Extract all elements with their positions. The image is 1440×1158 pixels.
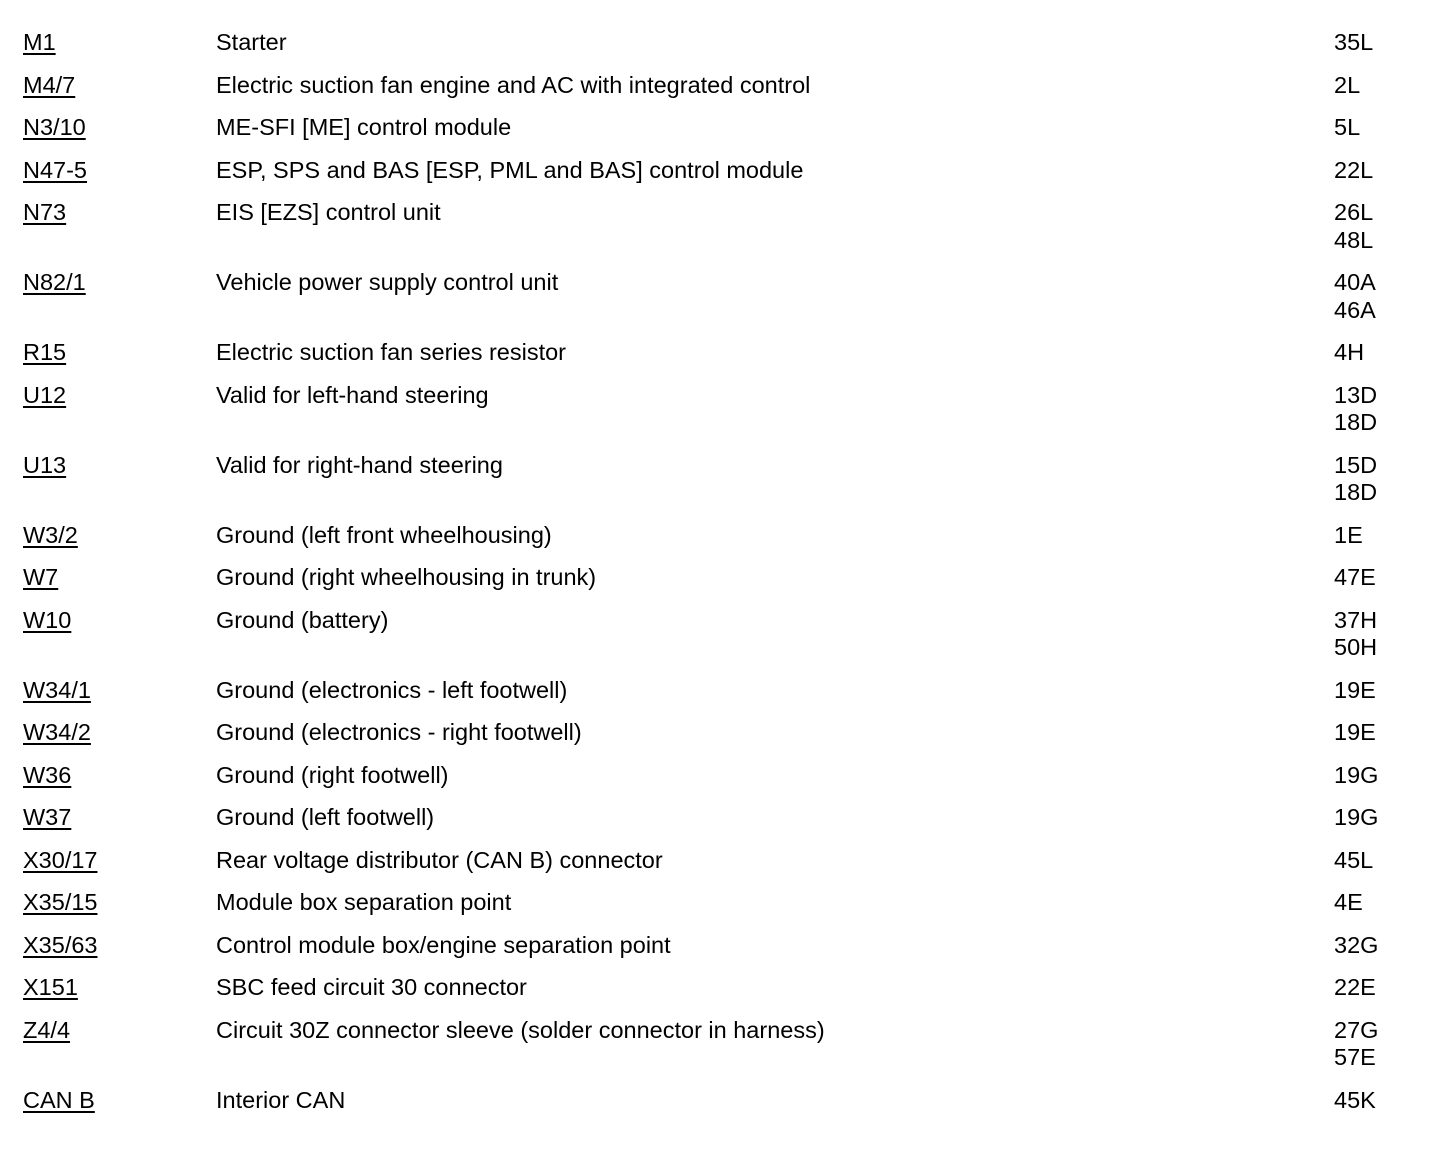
component-description: SBC feed circuit 30 connector	[216, 974, 527, 1000]
component-code-link[interactable]: W36	[23, 761, 72, 788]
grid-reference: 57E	[1334, 1044, 1376, 1070]
grid-reference-list	[1334, 804, 1414, 832]
grid-reference: 18D	[1334, 479, 1378, 505]
component-description: Ground (electronics - right footwell)	[216, 719, 582, 745]
grid-reference: 1E	[1334, 521, 1363, 548]
grid-reference: 18D	[1334, 409, 1378, 435]
component-code-link[interactable]: Z4/4	[23, 1016, 71, 1043]
component-description: ESP, SPS and BAS [ESP, PML and BAS] control module	[216, 156, 804, 183]
component-description: Ground (left footwell)	[216, 804, 435, 830]
grid-reference: 22L	[1334, 156, 1374, 183]
legend-row	[23, 803, 1423, 846]
component-code-link[interactable]: N47-5	[23, 156, 88, 183]
grid-reference: 50H	[1334, 634, 1378, 660]
grid-reference: 4E	[1334, 889, 1363, 915]
component-code-link[interactable]: W34/2	[23, 719, 91, 745]
component-description: Interior CAN	[216, 1086, 346, 1113]
legend-row	[23, 888, 1423, 931]
component-code-link[interactable]: N73	[23, 199, 67, 225]
component-description: Control module box/engine separation point	[216, 931, 671, 958]
component-description: Electric suction fan engine and AC with integrated control	[216, 71, 811, 98]
component-code-link[interactable]: W3/2	[23, 521, 78, 548]
grid-reference-list	[1334, 889, 1414, 917]
grid-reference: 2L	[1334, 71, 1361, 98]
component-description: Ground (left front wheelhousing)	[216, 521, 552, 548]
component-code-link[interactable]: X30/17	[23, 846, 98, 873]
component-description: Valid for left-hand steering	[216, 381, 489, 408]
grid-reference-list	[1334, 974, 1414, 1002]
component-description: Ground (right footwell)	[216, 761, 449, 788]
legend-row	[23, 931, 1423, 974]
legend-row	[23, 973, 1423, 1016]
legend-row	[23, 761, 1423, 804]
grid-reference-list	[1334, 607, 1414, 662]
component-description: EIS [EZS] control unit	[216, 199, 441, 225]
legend-row	[23, 156, 1423, 199]
component-code-link[interactable]: X35/63	[23, 931, 98, 958]
legend-row	[23, 28, 1423, 71]
legend-row	[23, 71, 1423, 114]
component-code-link[interactable]: N82/1	[23, 269, 86, 295]
component-code-link[interactable]: W37	[23, 804, 72, 830]
grid-reference-list	[1334, 199, 1414, 254]
grid-reference: 5L	[1334, 114, 1361, 140]
component-description: Ground (electronics - left footwell)	[216, 676, 568, 703]
grid-reference-list	[1334, 932, 1414, 960]
grid-reference: 37H	[1334, 606, 1378, 633]
component-code-link[interactable]: M4/7	[23, 71, 76, 98]
grid-reference: 19E	[1334, 719, 1376, 745]
grid-reference-list	[1334, 762, 1414, 790]
component-description: Vehicle power supply control unit	[216, 269, 559, 295]
grid-reference: 4H	[1334, 339, 1365, 365]
grid-reference-list	[1334, 719, 1414, 747]
legend-row	[23, 606, 1423, 676]
grid-reference: 19G	[1334, 804, 1379, 830]
legend-row	[23, 676, 1423, 719]
grid-reference-list	[1334, 847, 1414, 875]
grid-reference-list	[1334, 382, 1414, 437]
grid-reference: 15D	[1334, 451, 1378, 478]
component-description: Starter	[216, 29, 287, 55]
grid-reference-list	[1334, 1087, 1414, 1115]
grid-reference-list	[1334, 29, 1414, 57]
grid-reference-list	[1334, 339, 1414, 367]
grid-reference: 40A	[1334, 269, 1376, 295]
grid-reference-list	[1334, 564, 1414, 592]
legend-row	[23, 846, 1423, 889]
component-description: Ground (right wheelhousing in trunk)	[216, 564, 597, 590]
component-legend-table	[23, 28, 1423, 1128]
grid-reference: 46A	[1334, 296, 1376, 323]
component-description: Circuit 30Z connector sleeve (solder connector in harness)	[216, 1016, 825, 1043]
component-code-link[interactable]: X35/15	[23, 889, 98, 915]
legend-row	[23, 451, 1423, 521]
component-description: Rear voltage distributor (CAN B) connector	[216, 846, 663, 873]
component-code-link[interactable]: W34/1	[23, 676, 91, 703]
grid-reference: 22E	[1334, 974, 1376, 1000]
legend-row	[23, 563, 1423, 606]
grid-reference-list	[1334, 114, 1414, 142]
component-code-link[interactable]: W7	[23, 564, 59, 590]
component-description: Module box separation point	[216, 889, 512, 915]
grid-reference: 19G	[1334, 761, 1379, 788]
legend-row	[23, 198, 1423, 268]
component-code-link[interactable]: X151	[23, 974, 78, 1000]
grid-reference-list	[1334, 157, 1414, 185]
grid-reference: 35L	[1334, 29, 1374, 55]
legend-row	[23, 338, 1423, 381]
component-code-link[interactable]: U12	[23, 381, 67, 408]
component-code-link[interactable]: M1	[23, 29, 56, 55]
grid-reference-list	[1334, 522, 1414, 550]
grid-reference-list	[1334, 1017, 1414, 1072]
grid-reference: 45L	[1334, 846, 1374, 873]
component-description: Electric suction fan series resistor	[216, 339, 567, 365]
grid-reference-list	[1334, 269, 1414, 324]
grid-reference-list	[1334, 72, 1414, 100]
grid-reference: 48L	[1334, 226, 1374, 253]
legend-row	[23, 521, 1423, 564]
legend-row	[23, 268, 1423, 338]
legend-row	[23, 718, 1423, 761]
component-code-link[interactable]: CAN B	[23, 1086, 95, 1113]
grid-reference: 13D	[1334, 381, 1378, 408]
component-code-link[interactable]: R15	[23, 339, 67, 365]
component-description: ME-SFI [ME] control module	[216, 114, 512, 140]
component-description: Valid for right-hand steering	[216, 451, 503, 478]
grid-reference: 32G	[1334, 931, 1379, 958]
grid-reference: 27G	[1334, 1016, 1379, 1043]
legend-row	[23, 1086, 1423, 1129]
component-description: Ground (battery)	[216, 606, 389, 633]
grid-reference: 47E	[1334, 564, 1376, 590]
legend-row	[23, 113, 1423, 156]
grid-reference: 45K	[1334, 1086, 1376, 1113]
legend-row	[23, 1016, 1423, 1086]
component-code-link[interactable]: N3/10	[23, 114, 86, 140]
grid-reference-list	[1334, 677, 1414, 705]
grid-reference: 19E	[1334, 676, 1376, 703]
component-code-link[interactable]: U13	[23, 451, 67, 478]
grid-reference: 26L	[1334, 199, 1374, 225]
legend-row	[23, 381, 1423, 451]
component-code-link[interactable]: W10	[23, 606, 72, 633]
grid-reference-list	[1334, 452, 1414, 507]
